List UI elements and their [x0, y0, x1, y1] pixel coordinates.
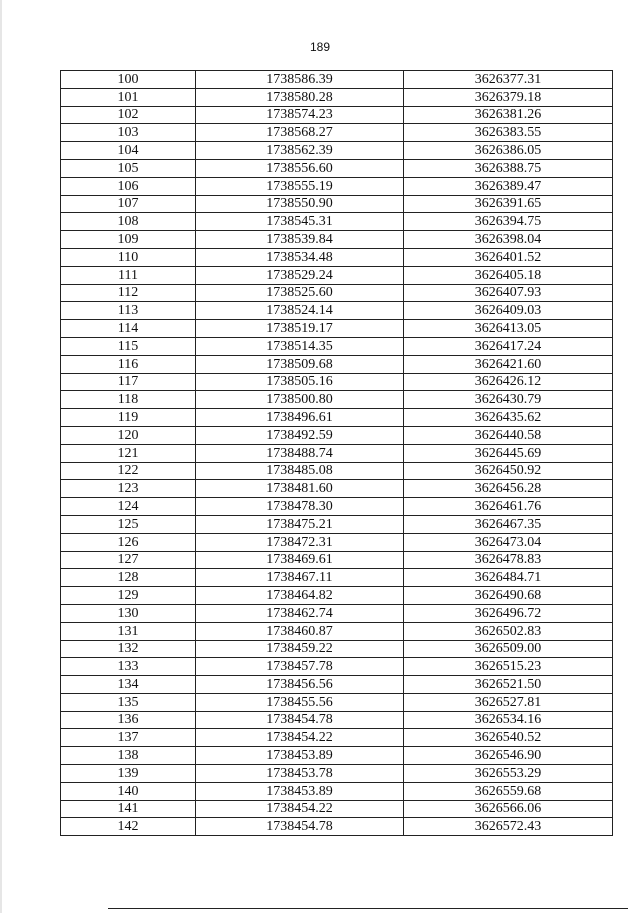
point-number-cell: 125: [61, 515, 196, 533]
y-coordinate-cell: 3626377.31: [404, 71, 613, 89]
table-row: [61, 551, 613, 569]
y-coordinate-cell: 3626467.35: [404, 515, 613, 533]
y-coordinate-cell: 3626417.24: [404, 337, 613, 355]
x-coordinate-cell: 1738492.59: [196, 426, 404, 444]
table-row: [61, 569, 613, 587]
point-number-cell: 133: [61, 658, 196, 676]
table-row: [61, 159, 613, 177]
x-coordinate-cell: 1738509.68: [196, 355, 404, 373]
point-number-cell: 127: [61, 551, 196, 569]
x-coordinate-cell: 1738472.31: [196, 533, 404, 551]
x-coordinate-cell: 1738586.39: [196, 71, 404, 89]
y-coordinate-cell: 3626496.72: [404, 604, 613, 622]
x-coordinate-cell: 1738556.60: [196, 159, 404, 177]
point-number-cell: 101: [61, 88, 196, 106]
y-coordinate-cell: 3626478.83: [404, 551, 613, 569]
y-coordinate-cell: 3626521.50: [404, 676, 613, 694]
table-row: [61, 71, 613, 89]
table-row: [61, 515, 613, 533]
table-row: [61, 480, 613, 498]
x-coordinate-cell: 1738464.82: [196, 587, 404, 605]
table-row: [61, 266, 613, 284]
y-coordinate-cell: 3626381.26: [404, 106, 613, 124]
table-row: [61, 604, 613, 622]
point-number-cell: 118: [61, 391, 196, 409]
point-number-cell: 139: [61, 765, 196, 783]
point-number-cell: 130: [61, 604, 196, 622]
y-coordinate-cell: 3626527.81: [404, 693, 613, 711]
y-coordinate-cell: 3626435.62: [404, 409, 613, 427]
point-number-cell: 121: [61, 444, 196, 462]
table-row: [61, 284, 613, 302]
y-coordinate-cell: 3626389.47: [404, 177, 613, 195]
y-coordinate-cell: 3626430.79: [404, 391, 613, 409]
point-number-cell: 110: [61, 248, 196, 266]
point-number-cell: 122: [61, 462, 196, 480]
table-row: [61, 622, 613, 640]
y-coordinate-cell: 3626391.65: [404, 195, 613, 213]
x-coordinate-cell: 1738505.16: [196, 373, 404, 391]
table-row: [61, 302, 613, 320]
table-row: [61, 177, 613, 195]
table-row: [61, 782, 613, 800]
table-row: [61, 373, 613, 391]
point-number-cell: 115: [61, 337, 196, 355]
y-coordinate-cell: 3626456.28: [404, 480, 613, 498]
table-row: [61, 693, 613, 711]
y-coordinate-cell: 3626461.76: [404, 498, 613, 516]
point-number-cell: 119: [61, 409, 196, 427]
x-coordinate-cell: 1738460.87: [196, 622, 404, 640]
x-coordinate-cell: 1738459.22: [196, 640, 404, 658]
point-number-cell: 123: [61, 480, 196, 498]
table-row: [61, 320, 613, 338]
y-coordinate-cell: 3626559.68: [404, 782, 613, 800]
table-row: [61, 124, 613, 142]
y-coordinate-cell: 3626490.68: [404, 587, 613, 605]
point-number-cell: 141: [61, 800, 196, 818]
x-coordinate-cell: 1738485.08: [196, 462, 404, 480]
x-coordinate-cell: 1738454.78: [196, 711, 404, 729]
point-number-cell: 124: [61, 498, 196, 516]
x-coordinate-cell: 1738454.78: [196, 818, 404, 836]
y-coordinate-cell: 3626405.18: [404, 266, 613, 284]
y-coordinate-cell: 3626409.03: [404, 302, 613, 320]
point-number-cell: 116: [61, 355, 196, 373]
table-row: [61, 587, 613, 605]
x-coordinate-cell: 1738456.56: [196, 676, 404, 694]
point-number-cell: 103: [61, 124, 196, 142]
bottom-rule: [108, 908, 628, 909]
scan-left-edge: [0, 0, 2, 913]
y-coordinate-cell: 3626515.23: [404, 658, 613, 676]
x-coordinate-cell: 1738475.21: [196, 515, 404, 533]
table-row: [61, 213, 613, 231]
x-coordinate-cell: 1738453.89: [196, 747, 404, 765]
point-number-cell: 136: [61, 711, 196, 729]
y-coordinate-cell: 3626450.92: [404, 462, 613, 480]
x-coordinate-cell: 1738478.30: [196, 498, 404, 516]
point-number-cell: 109: [61, 231, 196, 249]
x-coordinate-cell: 1738488.74: [196, 444, 404, 462]
point-number-cell: 114: [61, 320, 196, 338]
x-coordinate-cell: 1738524.14: [196, 302, 404, 320]
y-coordinate-cell: 3626572.43: [404, 818, 613, 836]
x-coordinate-cell: 1738519.17: [196, 320, 404, 338]
x-coordinate-cell: 1738562.39: [196, 142, 404, 160]
point-number-cell: 105: [61, 159, 196, 177]
point-number-cell: 140: [61, 782, 196, 800]
table-row: [61, 88, 613, 106]
x-coordinate-cell: 1738453.89: [196, 782, 404, 800]
y-coordinate-cell: 3626502.83: [404, 622, 613, 640]
table-row: [61, 800, 613, 818]
point-number-cell: 120: [61, 426, 196, 444]
point-number-cell: 138: [61, 747, 196, 765]
table-row: [61, 426, 613, 444]
point-number-cell: 131: [61, 622, 196, 640]
point-number-cell: 117: [61, 373, 196, 391]
coordinate-table-body: [61, 71, 613, 836]
table-row: [61, 640, 613, 658]
y-coordinate-cell: 3626426.12: [404, 373, 613, 391]
x-coordinate-cell: 1738550.90: [196, 195, 404, 213]
y-coordinate-cell: 3626401.52: [404, 248, 613, 266]
table-row: [61, 818, 613, 836]
table-row: [61, 498, 613, 516]
coordinate-table: [60, 70, 613, 836]
point-number-cell: 134: [61, 676, 196, 694]
table-row: [61, 462, 613, 480]
point-number-cell: 102: [61, 106, 196, 124]
table-row: [61, 231, 613, 249]
y-coordinate-cell: 3626540.52: [404, 729, 613, 747]
point-number-cell: 126: [61, 533, 196, 551]
page-number: 189: [309, 40, 331, 54]
table-row: [61, 765, 613, 783]
point-number-cell: 112: [61, 284, 196, 302]
point-number-cell: 128: [61, 569, 196, 587]
x-coordinate-cell: 1738455.56: [196, 693, 404, 711]
y-coordinate-cell: 3626398.04: [404, 231, 613, 249]
x-coordinate-cell: 1738469.61: [196, 551, 404, 569]
y-coordinate-cell: 3626388.75: [404, 159, 613, 177]
x-coordinate-cell: 1738529.24: [196, 266, 404, 284]
x-coordinate-cell: 1738534.48: [196, 248, 404, 266]
x-coordinate-cell: 1738453.78: [196, 765, 404, 783]
x-coordinate-cell: 1738457.78: [196, 658, 404, 676]
table-row: [61, 248, 613, 266]
x-coordinate-cell: 1738555.19: [196, 177, 404, 195]
x-coordinate-cell: 1738454.22: [196, 800, 404, 818]
y-coordinate-cell: 3626509.00: [404, 640, 613, 658]
y-coordinate-cell: 3626440.58: [404, 426, 613, 444]
table-row: [61, 747, 613, 765]
x-coordinate-cell: 1738545.31: [196, 213, 404, 231]
table-row: [61, 355, 613, 373]
point-number-cell: 132: [61, 640, 196, 658]
y-coordinate-cell: 3626407.93: [404, 284, 613, 302]
y-coordinate-cell: 3626566.06: [404, 800, 613, 818]
y-coordinate-cell: 3626413.05: [404, 320, 613, 338]
y-coordinate-cell: 3626445.69: [404, 444, 613, 462]
x-coordinate-cell: 1738462.74: [196, 604, 404, 622]
point-number-cell: 107: [61, 195, 196, 213]
table-row: [61, 106, 613, 124]
y-coordinate-cell: 3626421.60: [404, 355, 613, 373]
table-row: [61, 409, 613, 427]
x-coordinate-cell: 1738525.60: [196, 284, 404, 302]
x-coordinate-cell: 1738496.61: [196, 409, 404, 427]
table-row: [61, 676, 613, 694]
x-coordinate-cell: 1738500.80: [196, 391, 404, 409]
x-coordinate-cell: 1738467.11: [196, 569, 404, 587]
x-coordinate-cell: 1738481.60: [196, 480, 404, 498]
point-number-cell: 106: [61, 177, 196, 195]
y-coordinate-cell: 3626553.29: [404, 765, 613, 783]
x-coordinate-cell: 1738539.84: [196, 231, 404, 249]
table-row: [61, 711, 613, 729]
y-coordinate-cell: 3626484.71: [404, 569, 613, 587]
point-number-cell: 111: [61, 266, 196, 284]
x-coordinate-cell: 1738574.23: [196, 106, 404, 124]
table-row: [61, 142, 613, 160]
point-number-cell: 142: [61, 818, 196, 836]
point-number-cell: 129: [61, 587, 196, 605]
table-row: [61, 337, 613, 355]
y-coordinate-cell: 3626379.18: [404, 88, 613, 106]
table-row: [61, 533, 613, 551]
point-number-cell: 113: [61, 302, 196, 320]
point-number-cell: 104: [61, 142, 196, 160]
x-coordinate-cell: 1738568.27: [196, 124, 404, 142]
table-row: [61, 195, 613, 213]
point-number-cell: 108: [61, 213, 196, 231]
y-coordinate-cell: 3626546.90: [404, 747, 613, 765]
table-row: [61, 444, 613, 462]
table-row: [61, 658, 613, 676]
table-row: [61, 391, 613, 409]
point-number-cell: 135: [61, 693, 196, 711]
point-number-cell: 137: [61, 729, 196, 747]
x-coordinate-cell: 1738454.22: [196, 729, 404, 747]
y-coordinate-cell: 3626473.04: [404, 533, 613, 551]
point-number-cell: 100: [61, 71, 196, 89]
x-coordinate-cell: 1738580.28: [196, 88, 404, 106]
x-coordinate-cell: 1738514.35: [196, 337, 404, 355]
y-coordinate-cell: 3626383.55: [404, 124, 613, 142]
y-coordinate-cell: 3626386.05: [404, 142, 613, 160]
y-coordinate-cell: 3626534.16: [404, 711, 613, 729]
y-coordinate-cell: 3626394.75: [404, 213, 613, 231]
table-row: [61, 729, 613, 747]
